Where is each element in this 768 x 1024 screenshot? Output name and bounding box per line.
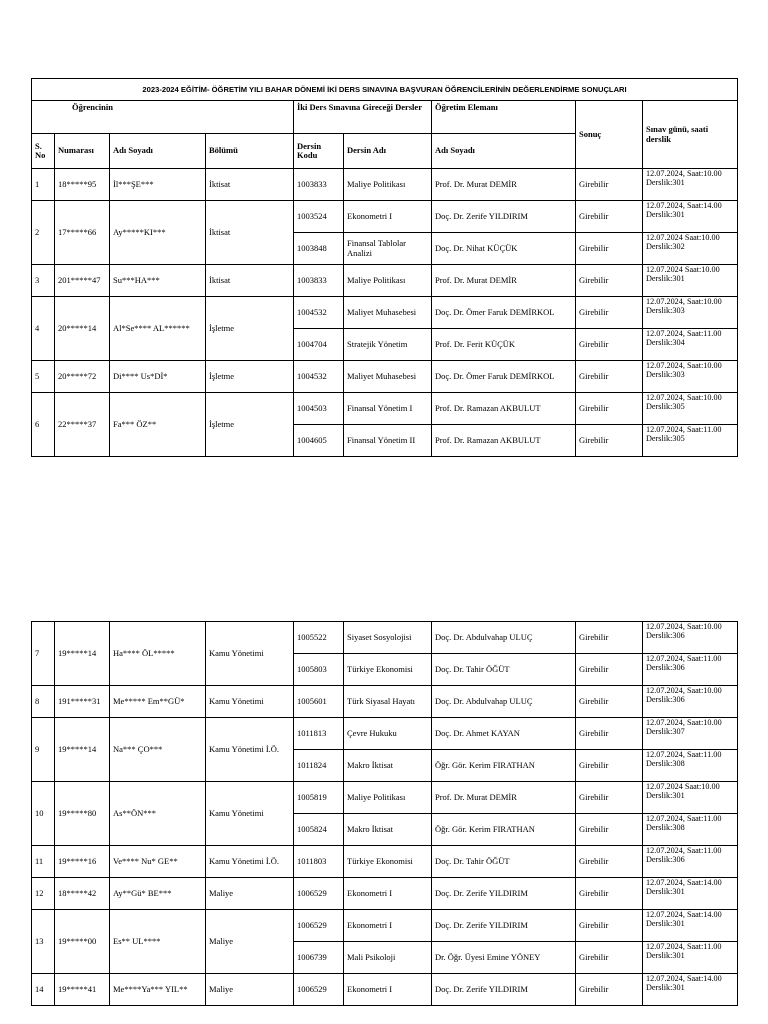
results-table-page-1 [31,78,738,457]
student-sno: 11 [32,846,55,878]
table-row [32,622,738,654]
exam-date-time: 12.07.2024, Saat:11.00 [646,942,722,951]
exam-room: Derslik:301 [646,790,685,800]
exam-date-room [643,425,738,457]
result: Girebilir [576,750,643,782]
student-sno: 12 [32,878,55,910]
course-code: 1006529 [294,910,344,942]
student-name: Ha**** ÖL***** [110,622,206,686]
instructor-name: Prof. Dr. Murat DEMİR [432,782,576,814]
student-number: 20*****72 [55,361,110,393]
student-name: Ay**Gü* BE*** [110,878,206,910]
exam-date-time: 12.07.2024, Saat:10.00 [646,686,722,695]
result: Girebilir [576,622,643,654]
course-code: 1005803 [294,654,344,686]
student-name: Na*** ÇO*** [110,718,206,782]
student-number: 18*****42 [55,878,110,910]
exam-room: Derslik:307 [646,726,685,736]
table-row [32,846,738,878]
instructor-name: Öğr. Gör. Kerim FIRATHAN [432,750,576,782]
course-code: 1011803 [294,846,344,878]
student-department: Kamu Yönetimi [206,686,294,718]
student-sno: 8 [32,686,55,718]
course-code: 1003848 [294,233,344,265]
student-department: İşletme [206,393,294,457]
student-number: 201*****47 [55,265,110,297]
student-department: Kamu Yönetimi [206,782,294,846]
header-iki-ders: İki Ders Sınavına Gireceği Dersler [294,101,432,134]
header-dersin-adi: Dersin Adı [344,134,432,169]
course-code: 1005819 [294,782,344,814]
student-department: İşletme [206,297,294,361]
student-name: Ay*****KI*** [110,201,206,265]
table-row [32,686,738,718]
student-name: Su***HA*** [110,265,206,297]
exam-room: Derslik:301 [646,950,685,960]
course-code: 1005824 [294,814,344,846]
exam-date-time: 12.07.2024, Saat:11.00 [646,654,722,663]
student-sno: 10 [32,782,55,846]
course-code: 1003524 [294,201,344,233]
header-dersin-kodu: Dersin Kodu [294,134,344,169]
header-bolumu: Bölümü [206,134,294,169]
result: Girebilir [576,878,643,910]
student-sno: 13 [32,910,55,974]
student-number: 19*****41 [55,974,110,1006]
student-department: Kamu Yönetimi İ.Ö. [206,718,294,782]
exam-date-time: 12.07.2024, Saat:10.00 [646,718,722,727]
exam-date-time: 12.07.2024, Saat:14.00 [646,201,722,210]
exam-room: Derslik:308 [646,758,685,768]
exam-date-time: 12.07.2024, Saat:10.00 [646,297,722,306]
student-sno: 3 [32,265,55,297]
result: Girebilir [576,686,643,718]
course-name: Maliyet Muhasebesi [344,297,432,329]
instructor-name: Prof. Dr. Murat DEMİR [432,169,576,201]
course-code: 1011824 [294,750,344,782]
exam-date-room [643,942,738,974]
result: Girebilir [576,782,643,814]
exam-date-room [643,297,738,329]
table-row [32,297,738,329]
student-number: 19*****16 [55,846,110,878]
instructor-name: Doç. Dr. Ömer Faruk DEMİRKOL [432,361,576,393]
header-ogretim-elemani: Öğretim Elemanı [432,101,576,134]
student-sno: 1 [32,169,55,201]
student-name: İl***ŞE*** [110,169,206,201]
student-department: Maliye [206,910,294,974]
result: Girebilir [576,265,643,297]
course-name: Ekonometri I [344,201,432,233]
student-department: İktisat [206,265,294,297]
course-code: 1006529 [294,974,344,1006]
exam-room: Derslik:306 [646,854,685,864]
exam-date-room [643,782,738,814]
exam-date-time: 12.07.2024, Saat:11.00 [646,750,722,759]
result: Girebilir [576,169,643,201]
instructor-name: Doç. Dr. Ömer Faruk DEMİRKOL [432,297,576,329]
exam-date-room [643,329,738,361]
exam-date-room [643,974,738,1006]
course-code: 1004503 [294,393,344,425]
exam-date-time: 12.07.2024, Saat:14.00 [646,910,722,919]
course-code: 1003833 [294,265,344,297]
exam-date-time: 12.07.2024, Saat:14.00 [646,974,722,983]
table-row [32,393,738,425]
instructor-name: Öğr. Gör. Kerim FIRATHAN [432,814,576,846]
result: Girebilir [576,654,643,686]
course-code: 1005601 [294,686,344,718]
instructor-name: Prof. Dr. Murat DEMİR [432,265,576,297]
instructor-name: Prof. Dr. Ramazan AKBULUT [432,425,576,457]
table-row [32,718,738,750]
exam-room: Derslik:306 [646,630,685,640]
exam-room: Derslik:301 [646,918,685,928]
result: Girebilir [576,846,643,878]
exam-room: Derslik:306 [646,662,685,672]
table-row [32,361,738,393]
instructor-name: Doç. Dr. Abdulvahap ULUÇ [432,622,576,654]
instructor-name: Doç. Dr. Ahmet KAYAN [432,718,576,750]
instructor-name: Doç. Dr. Zerife YILDIRIM [432,910,576,942]
student-sno: 5 [32,361,55,393]
course-name: Finansal Yönetim I [344,393,432,425]
student-name: Es** UL**** [110,910,206,974]
exam-date-room [643,201,738,233]
exam-date-time: 12.07.2024, Saat:11.00 [646,425,722,434]
student-number: 19*****00 [55,910,110,974]
course-code: 1006529 [294,878,344,910]
exam-date-room [643,846,738,878]
instructor-name: Dr. Öğr. Üyesi Emine YÖNEY [432,942,576,974]
result: Girebilir [576,910,643,942]
exam-date-time: 12.07.2024 Saat:10.00 [646,782,720,791]
exam-date-time: 12.07.2024, Saat:10.00 [646,622,722,631]
exam-date-time: 12.07.2024, Saat:11.00 [646,814,722,823]
table-row [32,782,738,814]
course-code: 1004605 [294,425,344,457]
exam-date-room [643,393,738,425]
student-number: 20*****14 [55,297,110,361]
result: Girebilir [576,329,643,361]
result: Girebilir [576,718,643,750]
student-sno: 9 [32,718,55,782]
result: Girebilir [576,297,643,329]
course-name: Finansal Yönetim II [344,425,432,457]
table-row [32,169,738,201]
exam-date-room [643,814,738,846]
student-sno: 6 [32,393,55,457]
table-row [32,910,738,942]
result: Girebilir [576,974,643,1006]
exam-room: Derslik:301 [646,982,685,992]
exam-room: Derslik:301 [646,177,685,187]
header-ogrencinin: Öğrencinin [32,101,294,134]
student-number: 17*****66 [55,201,110,265]
course-name: Siyaset Sosyolojisi [344,622,432,654]
exam-room: Derslik:303 [646,305,685,315]
course-name: Türkiye Ekonomisi [344,846,432,878]
exam-date-time: 12.07.2024 Saat:10.00 [646,265,720,274]
student-sno: 14 [32,974,55,1006]
student-department: İktisat [206,201,294,265]
header-numarasi: Numarası [55,134,110,169]
exam-room: Derslik:308 [646,822,685,832]
student-name: Fa*** ÖZ** [110,393,206,457]
instructor-name: Doç. Dr. Tahir ÖĞÜT [432,654,576,686]
result: Girebilir [576,425,643,457]
student-number: 19*****80 [55,782,110,846]
table-row [32,878,738,910]
instructor-name: Doç. Dr. Zerife YILDIRIM [432,201,576,233]
exam-room: Derslik:305 [646,401,685,411]
instructor-name: Doç. Dr. Abdulvahap ULUÇ [432,686,576,718]
student-number: 191*****31 [55,686,110,718]
student-number: 19*****14 [55,622,110,686]
course-code: 1003833 [294,169,344,201]
header-adi-soyadi: Adı Soyadı [110,134,206,169]
course-code: 1011813 [294,718,344,750]
course-name: Ekonometri I [344,910,432,942]
table-title: 2023-2024 EĞİTİM- ÖĞRETİM YILI BAHAR DÖNEMİ İKİ DERS SINAVINA BAŞVURAN ÖĞRENCİLERİNİN DEĞERLENDİRME SONUÇLARI [32,79,738,101]
instructor-name: Prof. Dr. Ferit KÜÇÜK [432,329,576,361]
course-name: Türkiye Ekonomisi [344,654,432,686]
student-number: 22*****37 [55,393,110,457]
student-name: Me****Ya*** YIL** [110,974,206,1006]
exam-date-room [643,878,738,910]
exam-date-time: 12.07.2024, Saat:10.00 [646,393,722,402]
instructor-name: Doç. Dr. Tahir ÖĞÜT [432,846,576,878]
exam-date-room [643,910,738,942]
course-name: Makro İktisat [344,750,432,782]
instructor-name: Prof. Dr. Ramazan AKBULUT [432,393,576,425]
exam-room: Derslik:304 [646,337,685,347]
exam-room: Derslik:301 [646,886,685,896]
exam-date-room [643,169,738,201]
header-sno: S. No [32,134,55,169]
exam-date-room [643,265,738,297]
exam-date-time: 12.07.2024, Saat:10.00 [646,169,722,178]
student-name: Al*Se**** AL****** [110,297,206,361]
course-code: 1004704 [294,329,344,361]
exam-room: Derslik:306 [646,694,685,704]
exam-room: Derslik:301 [646,273,685,283]
course-code: 1005522 [294,622,344,654]
instructor-name: Doç. Dr. Nihat KÜÇÜK [432,233,576,265]
student-number: 18*****95 [55,169,110,201]
exam-date-room [643,750,738,782]
student-department: Kamu Yönetimi [206,622,294,686]
course-name: Finansal Tablolar Analizi [344,233,432,265]
student-department: Maliye [206,878,294,910]
student-name: Ve**** Nu* GE** [110,846,206,878]
student-department: İktisat [206,169,294,201]
exam-date-time: 12.07.2024, Saat:11.00 [646,329,722,338]
result: Girebilir [576,393,643,425]
results-table-page-2 [31,621,738,1006]
student-department: İşletme [206,361,294,393]
course-name: Çevre Hukuku [344,718,432,750]
table-row [32,201,738,233]
table-row [32,974,738,1006]
student-name: As**ÖN*** [110,782,206,846]
exam-date-room [643,654,738,686]
course-name: Ekonometri I [344,878,432,910]
exam-date-room [643,233,738,265]
exam-date-room [643,718,738,750]
course-code: 1004532 [294,361,344,393]
course-name: Mali Psikoloji [344,942,432,974]
course-name: Stratejik Yönetim [344,329,432,361]
exam-date-time: 12.07.2024, Saat:10.00 [646,361,722,370]
exam-room: Derslik:301 [646,209,685,219]
instructor-name: Doç. Dr. Zerife YILDIRIM [432,974,576,1006]
exam-date-time: 12.07.2024, Saat:11.00 [646,846,722,855]
course-name: Maliyet Muhasebesi [344,361,432,393]
exam-date-room [643,361,738,393]
instructor-name: Doç. Dr. Zerife YILDIRIM [432,878,576,910]
exam-room: Derslik:303 [646,369,685,379]
result: Girebilir [576,814,643,846]
result: Girebilir [576,233,643,265]
student-sno: 4 [32,297,55,361]
header-ogretim-adi-soyadi: Adı Soyadı [432,134,576,169]
result: Girebilir [576,201,643,233]
exam-date-room [643,686,738,718]
header-sinav: Sınav günü, saati derslik [643,101,738,169]
course-code: 1004532 [294,297,344,329]
result: Girebilir [576,361,643,393]
exam-room: Derslik:305 [646,433,685,443]
course-name: Türk Siyasal Hayatı [344,686,432,718]
course-name: Ekonometri I [344,974,432,1006]
exam-date-room [643,622,738,654]
course-name: Maliye Politikası [344,782,432,814]
course-name: Maliye Politikası [344,169,432,201]
student-department: Kamu Yönetimi İ.Ö. [206,846,294,878]
exam-date-time: 12.07.2024 Saat:10.00 [646,233,720,242]
course-name: Maliye Politikası [344,265,432,297]
student-name: Di**** Us*Dİ* [110,361,206,393]
student-name: Me***** Em**GÜ* [110,686,206,718]
exam-room: Derslik:302 [646,241,685,251]
student-sno: 7 [32,622,55,686]
student-sno: 2 [32,201,55,265]
student-number: 19*****14 [55,718,110,782]
course-code: 1006739 [294,942,344,974]
course-name: Makro İktisat [344,814,432,846]
table-row [32,265,738,297]
student-department: Maliye [206,974,294,1006]
header-sonuc: Sonuç [576,101,643,169]
exam-date-time: 12.07.2024, Saat:14.00 [646,878,722,887]
result: Girebilir [576,942,643,974]
